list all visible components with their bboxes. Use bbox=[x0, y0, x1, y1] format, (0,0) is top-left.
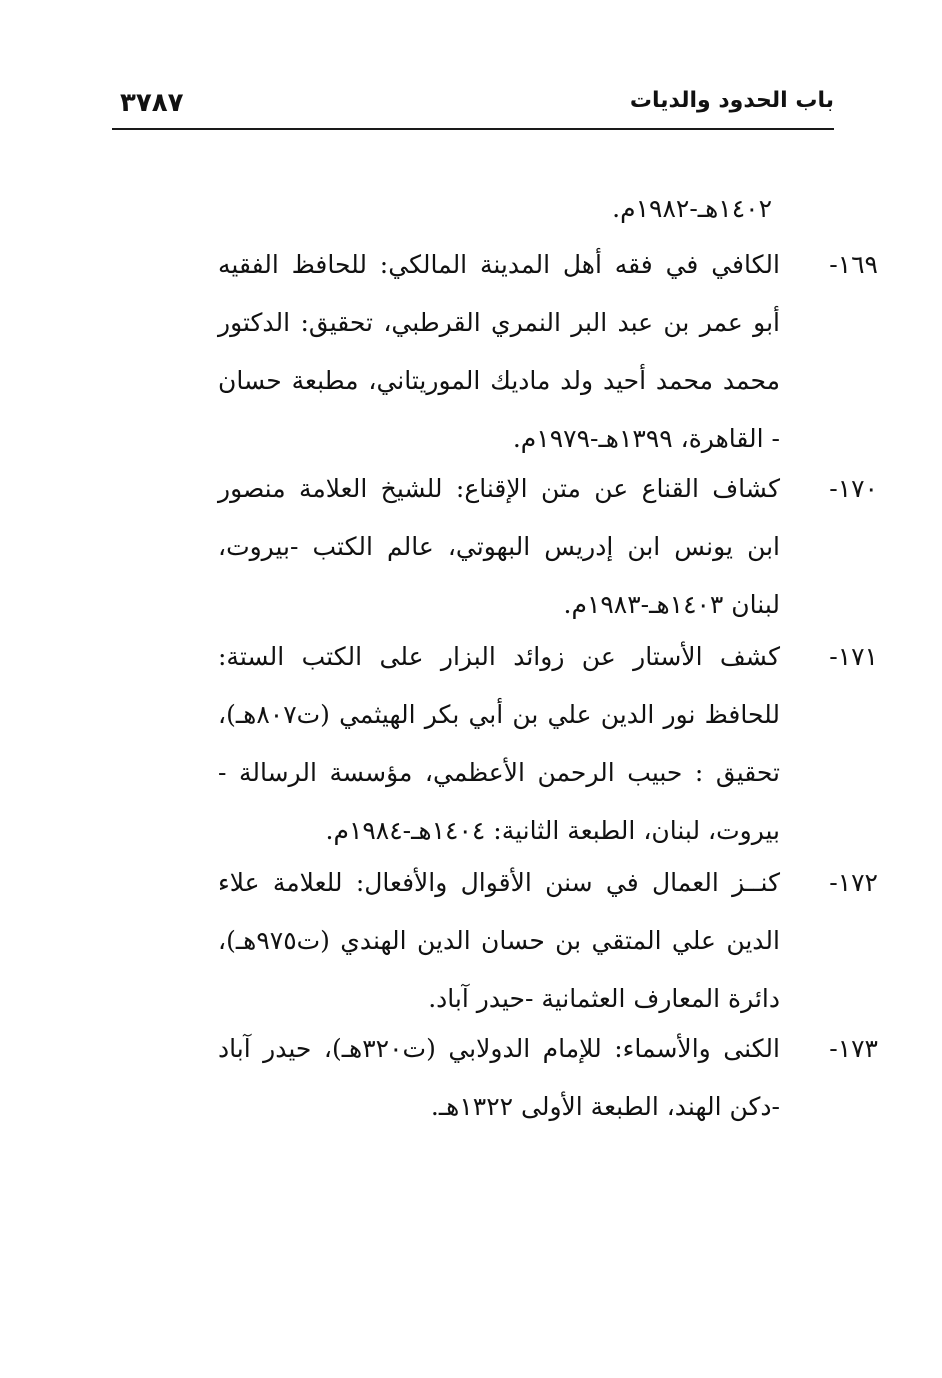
bibliography-entry bbox=[112, 236, 878, 468]
entry-number: ١٧٢- bbox=[829, 868, 878, 897]
entry-text: كشاف القناع عن متن الإقناع: للشيخ العلامة منصور ابن يونس ابن إدريس البهوتي، عالم الكتب -بيروت، لبنان ١٤٠٣هـ-١٩٨٣م. bbox=[218, 474, 780, 619]
entry-text: الكافي في فقه أهل المدينة المالكي: للحافظ الفقيه أبو عمر بن عبد البر النمري القرطبي، تحقيق: الدكتور محمد محمد أحيد ولد ماديك الموريتاني، مطبعة حسان - القاهرة، ١٣٩٩هـ-١٩٧٩م. bbox=[218, 250, 780, 453]
page-number: ٣٧٨٧ bbox=[120, 88, 184, 118]
bibliography-entry bbox=[112, 628, 878, 860]
entry-number: ١٧٠- bbox=[829, 474, 878, 503]
continuation-line: ١٤٠٢هـ-١٩٨٢م. bbox=[612, 194, 772, 223]
bibliography-entry bbox=[112, 460, 878, 634]
page-header bbox=[112, 88, 834, 130]
bibliography-entry bbox=[112, 854, 878, 1028]
bibliography-entry bbox=[112, 1020, 878, 1136]
entry-number: ١٦٩- bbox=[829, 250, 878, 279]
entry-number: ١٧١- bbox=[829, 642, 878, 671]
entry-number: ١٧٣- bbox=[829, 1034, 878, 1063]
entry-text: الكنى والأسماء: للإمام الدولابي (ت٣٢٠هـ)، حيدر آباد -دكن الهند، الطبعة الأولى ١٣٢٢هـ. bbox=[218, 1034, 780, 1121]
entry-text: كنــز العمال في سنن الأقوال والأفعال: للعلامة علاء الدين علي المتقي بن حسان الدين الهندي (ت٩٧٥هـ)، دائرة المعارف العثمانية -حيدر آباد. bbox=[218, 868, 780, 1013]
entry-text: كشف الأستار عن زوائد البزار على الكتب الستة: للحافظ نور الدين علي بن أبي بكر الهيثمي (ت٨٠٧هـ)، تحقيق : حبيب الرحمن الأعظمي، مؤسسة الرسالة - بيروت، لبنان، الطبعة الثانية: ١٤٠٤هـ-١٩٨٤م. bbox=[218, 642, 780, 845]
running-title: باب الحدود والديات bbox=[629, 88, 834, 113]
